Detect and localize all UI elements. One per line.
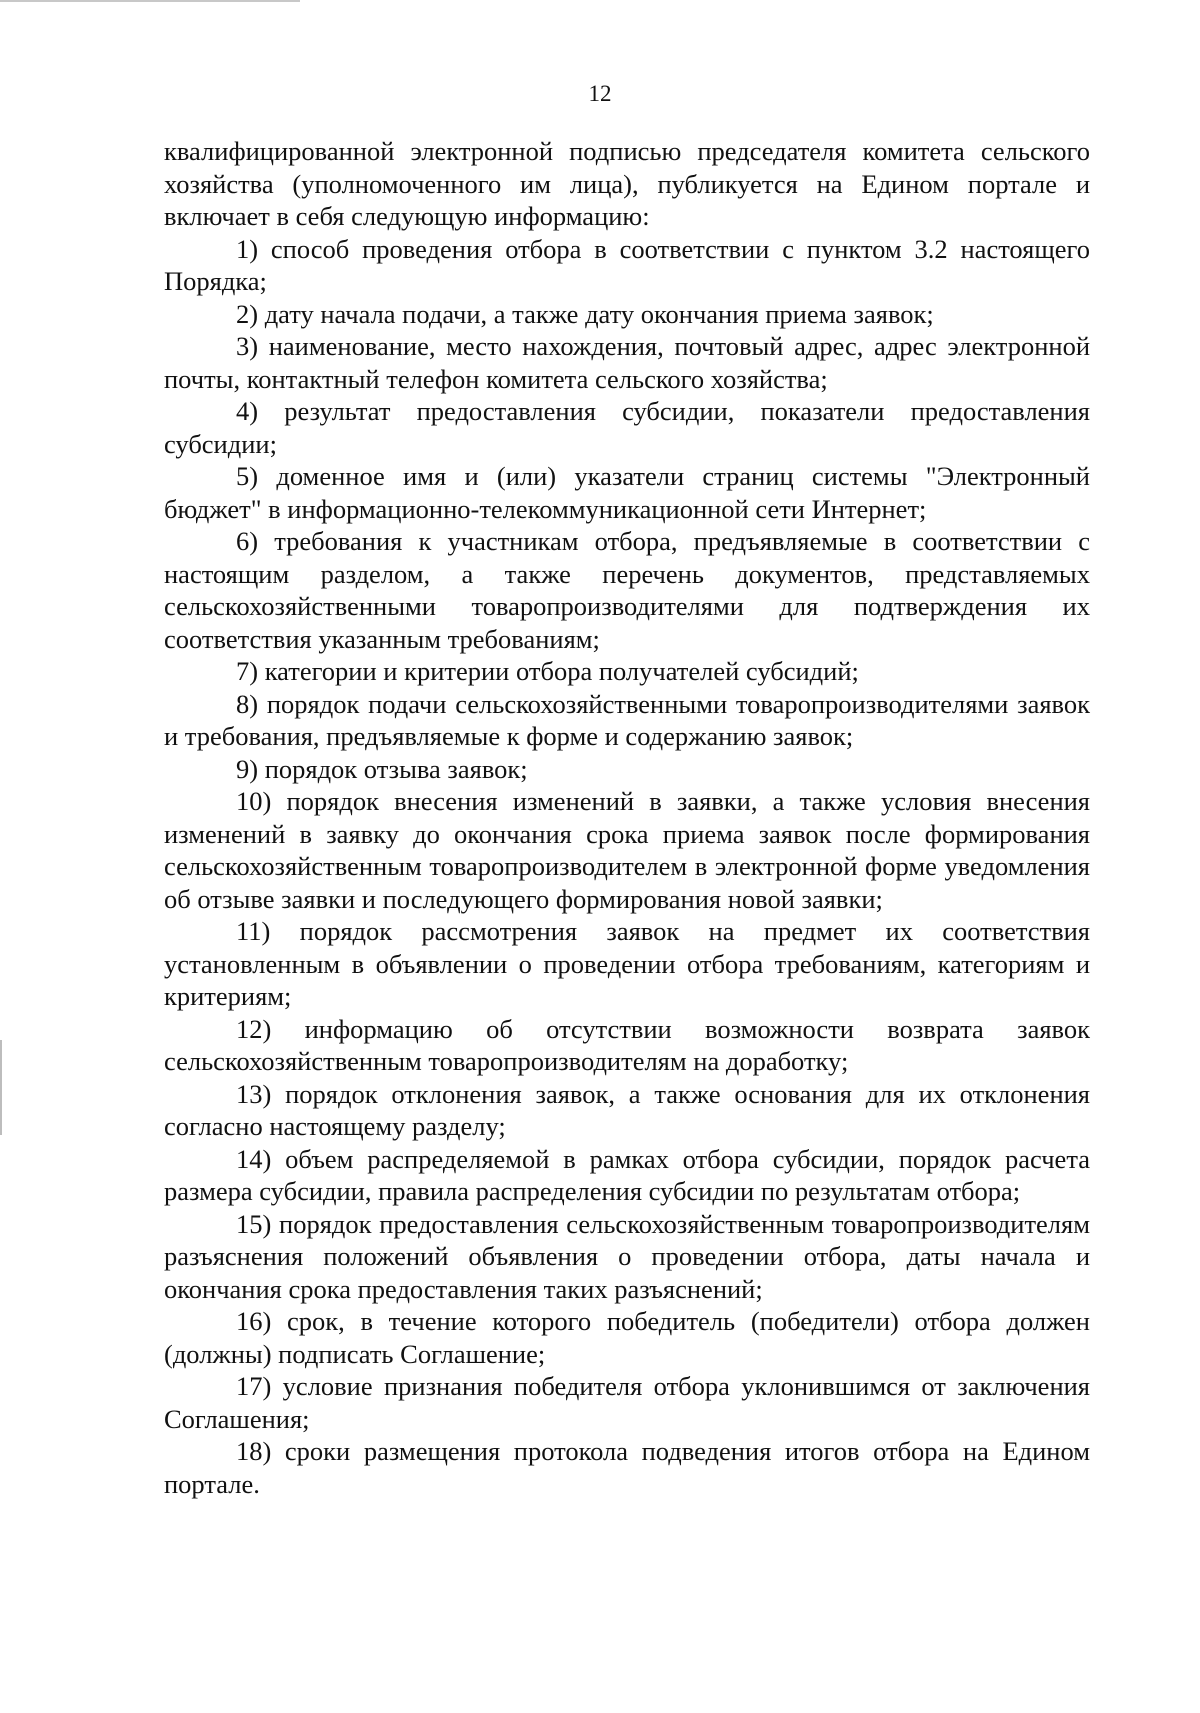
list-item-7: 7) категории и критерии отбора получателей субсидий; — [236, 656, 859, 686]
list-item-13: 13) порядок отклонения заявок, а также основания для их отклонения согласно настоящему разделу; — [164, 1078, 1090, 1141]
list-item-16: 16) срок, в течение которого победитель (победители) отбора должен (должны) подписать Соглашение; — [164, 1306, 1090, 1369]
list-item-18: 18) сроки размещения протокола подведения итогов отбора на Едином портале. — [164, 1436, 1090, 1499]
intro-paragraph: квалифицированной электронной подписью председателя комитета сельского хозяйства (уполномоченного им лица), публикуется на Едином портале и включает в себя следующую информацию: — [164, 136, 1090, 231]
scan-edge-left — [0, 1040, 2, 1135]
list-item-12: 12) информацию об отсутствии возможности возврата заявок сельскохозяйственным товаропроизводителям на доработку; — [164, 1013, 1090, 1076]
list-item-15: 15) порядок предоставления сельскохозяйственным товаропроизводителям разъяснения положений объявления о проведении отбора, даты начала и окончания срока предоставления таких разъяснений; — [164, 1208, 1090, 1304]
list-item-14: 14) объем распределяемой в рамках отбора субсидии, порядок расчета размера субсидии, правила распределения субсидии по результатам отбора; — [164, 1143, 1090, 1206]
list-item-2: 2) дату начала подачи, а также дату окончания приема заявок; — [236, 298, 934, 329]
list-item-3: 3) наименование, место нахождения, почтовый адрес, адрес электронной почты, контактный телефон комитета сельского хозяйства; — [164, 331, 1090, 394]
list-item-1: 1) способ проведения отбора в соответствии с пунктом 3.2 настоящего Порядка; — [164, 233, 1090, 296]
list-item-8: 8) порядок подачи сельскохозяйственными товаропроизводителями заявок и требования, предъявляемые к форме и содержанию заявок; — [164, 688, 1090, 751]
scan-edge-top — [0, 0, 300, 2]
page-number: 12 — [588, 81, 612, 106]
list-item-17: 17) условие признания победителя отбора уклонившимся от заключения Соглашения; — [164, 1371, 1090, 1434]
list-item-10: 10) порядок внесения изменений в заявки, а также условия внесения изменений в заявку до окончания срока приема заявок после формирования сельскохозяйственным товаропроизводителем в электронной форме уведомления об отзыве заявки и последующего формирования новой заявки; — [164, 786, 1090, 914]
document-body — [164, 135, 1090, 1500]
list-item-11: 11) порядок рассмотрения заявок на предмет их соответствия установленным в объявлении о проведении отбора требованиям, категориям и критериям; — [164, 916, 1090, 1011]
list-item-4: 4) результат предоставления субсидии, показатели предоставления субсидии; — [164, 396, 1090, 459]
list-item-5: 5) доменное имя и (или) указатели страниц системы "Электронный бюджет" в информационно-телекоммуникационной сети Интернет; — [164, 461, 1090, 524]
list-item-6: 6) требования к участникам отбора, предъявляемые в соответствии с настоящим разделом, а также перечень документов, представляемых сельскохозяйственными товаропроизводителями для подтверждения их соответствия указанным требованиям; — [164, 526, 1090, 654]
list-item-9: 9) порядок отзыва заявок; — [236, 753, 528, 784]
